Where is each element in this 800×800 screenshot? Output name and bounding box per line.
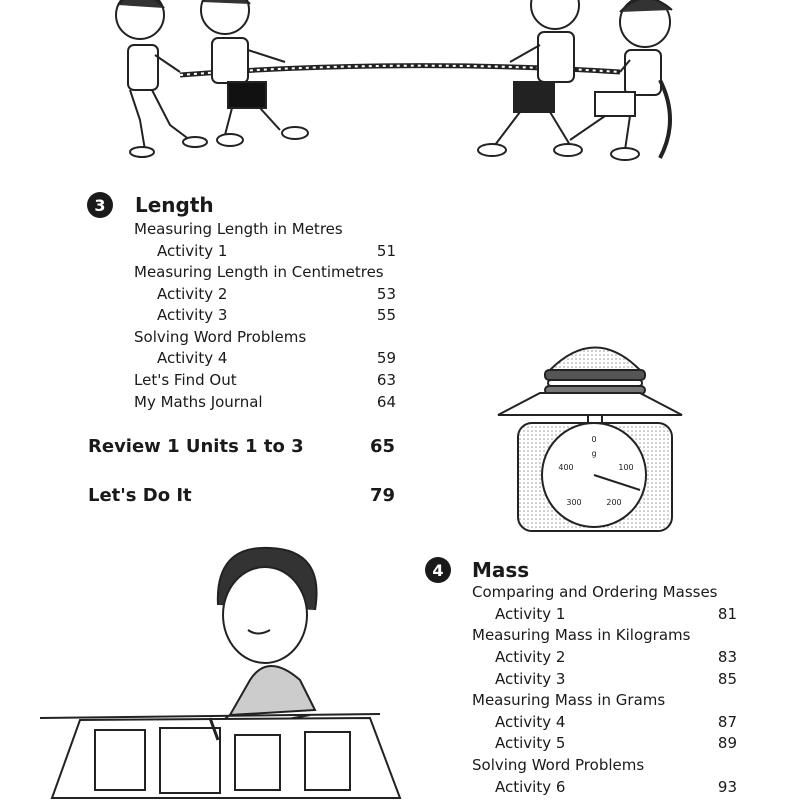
scale-unit-label: g — [591, 449, 597, 458]
scale-label-200: 200 — [606, 498, 622, 507]
review-entry: Review 1 Units 1 to 3 — [88, 436, 304, 457]
toc-page-number: 89 — [717, 734, 737, 752]
toc-entry: Activity 5 — [495, 734, 566, 752]
scale-label-100: 100 — [618, 463, 634, 472]
toc-page-number: 53 — [376, 285, 396, 303]
toc-page-number: 83 — [717, 648, 737, 666]
toc-entry: Solving Word Problems — [134, 328, 307, 346]
toc-page-number: 59 — [376, 349, 396, 367]
unit-4-number-badge: 4 — [425, 557, 451, 583]
toc-page-number: 51 — [376, 242, 396, 260]
boy-drawing-illustration — [40, 540, 425, 800]
toc-page-number: 93 — [717, 778, 737, 796]
toc-entry: Comparing and Ordering Masses — [472, 583, 718, 601]
toc-entry: Activity 4 — [495, 713, 566, 731]
toc-entry: Activity 2 — [157, 285, 228, 303]
toc-page-number: 81 — [717, 605, 737, 623]
toc-page-number: 87 — [717, 713, 737, 731]
toc-entry: Activity 3 — [495, 670, 566, 688]
toc-entry: Measuring Length in Centimetres — [134, 263, 384, 281]
review-page-number: 65 — [369, 436, 395, 457]
toc-page-number: 64 — [376, 393, 396, 411]
toc-entry: Activity 2 — [495, 648, 566, 666]
scale-label-0: 0 — [591, 435, 597, 444]
lets-do-it-page-number: 79 — [369, 485, 395, 506]
toc-entry: Let's Find Out — [134, 371, 237, 389]
lets-do-it-entry: Let's Do It — [88, 485, 192, 506]
toc-entry: Solving Word Problems — [472, 756, 645, 774]
unit-3-title: Length — [135, 193, 214, 217]
unit-4-title: Mass — [472, 558, 530, 582]
scale-label-300: 300 — [566, 498, 582, 507]
toc-entry: Activity 1 — [495, 605, 566, 623]
toc-entry: Measuring Length in Metres — [134, 220, 343, 238]
toc-page-number: 85 — [717, 670, 737, 688]
burger-on-scale-illustration — [490, 325, 690, 535]
toc-page-number: 55 — [376, 306, 396, 324]
toc-entry: Activity 4 — [157, 349, 228, 367]
unit-3-number-badge: 3 — [87, 192, 113, 218]
tug-of-war-illustration — [100, 0, 720, 170]
toc-entry: Activity 6 — [495, 778, 566, 796]
toc-entry: My Maths Journal — [134, 393, 263, 411]
toc-entry: Measuring Mass in Grams — [472, 691, 666, 709]
toc-page-number: 63 — [376, 371, 396, 389]
toc-entry: Activity 3 — [157, 306, 228, 324]
toc-entry: Measuring Mass in Kilograms — [472, 626, 691, 644]
toc-entry: Activity 1 — [157, 242, 228, 260]
scale-label-400: 400 — [558, 463, 574, 472]
